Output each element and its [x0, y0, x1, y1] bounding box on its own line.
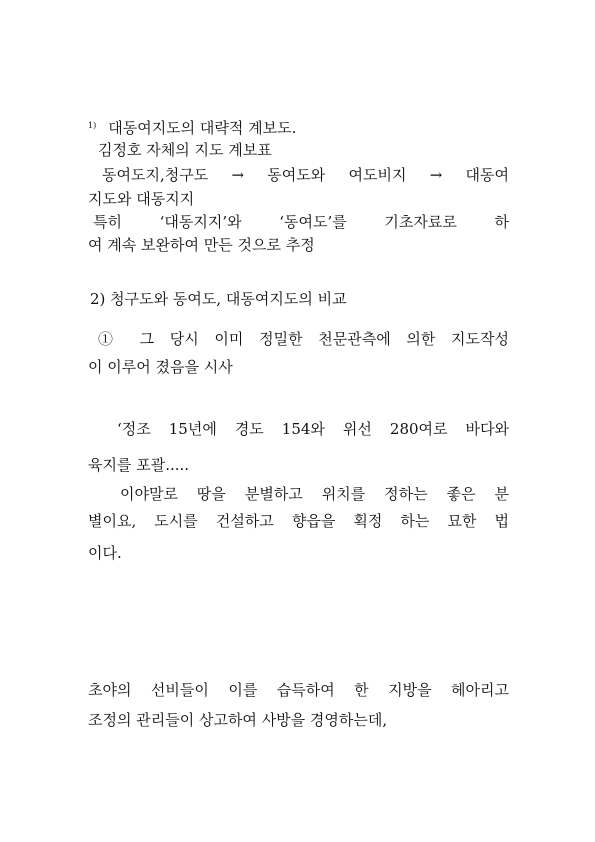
quote-line1: ‘정조 15년에 경도 154와 위선 280여로 바다와 [117, 420, 509, 438]
section2-heading: 2) 청구도와 동여도, 대동여지도의 비교 [90, 290, 347, 308]
section2-item1-line1: ① 그 당시 이미 정밀한 천문관측에 의한 지도작성 [98, 330, 509, 348]
closing-line2: 조정의 관리들이 상고하여 사방을 경영하는데, [88, 711, 388, 729]
section1-line3: 지도와 대동지지 [88, 190, 195, 208]
section1-line4: 특히 ‘대동지지’와 ‘동여도’를 기초자료로 하 [93, 213, 509, 231]
closing-line1: 초야의 선비들이 이를 습득하여 한 지방을 헤아리고 [88, 681, 509, 699]
quote-line5: 이다. [88, 544, 122, 562]
quote-line2: 육지를 포괄..... [88, 456, 190, 474]
quote-line4: 별이요, 도시를 건설하고 향읍을 획정 하는 묘한 법 [88, 512, 509, 530]
quote-line3: 이야말로 땅을 분별하고 위치를 정하는 좋은 분 [120, 485, 509, 503]
section1-line5: 여 계속 보완하여 만든 것으로 추정 [88, 236, 315, 254]
section1-title: 대동여지도의 대략적 계보도. [108, 119, 297, 137]
section1-line1: 김정호 자체의 지도 계보표 [98, 141, 272, 159]
section1-title-line [88, 117, 296, 137]
footnote-marker: 1) [88, 121, 97, 130]
section2-item1-line2: 이 이루어 졌음을 시사 [88, 358, 233, 376]
section1-line2: 동여도지,청구도 → 동여도와 여도비지 → 대동여 [102, 166, 509, 184]
